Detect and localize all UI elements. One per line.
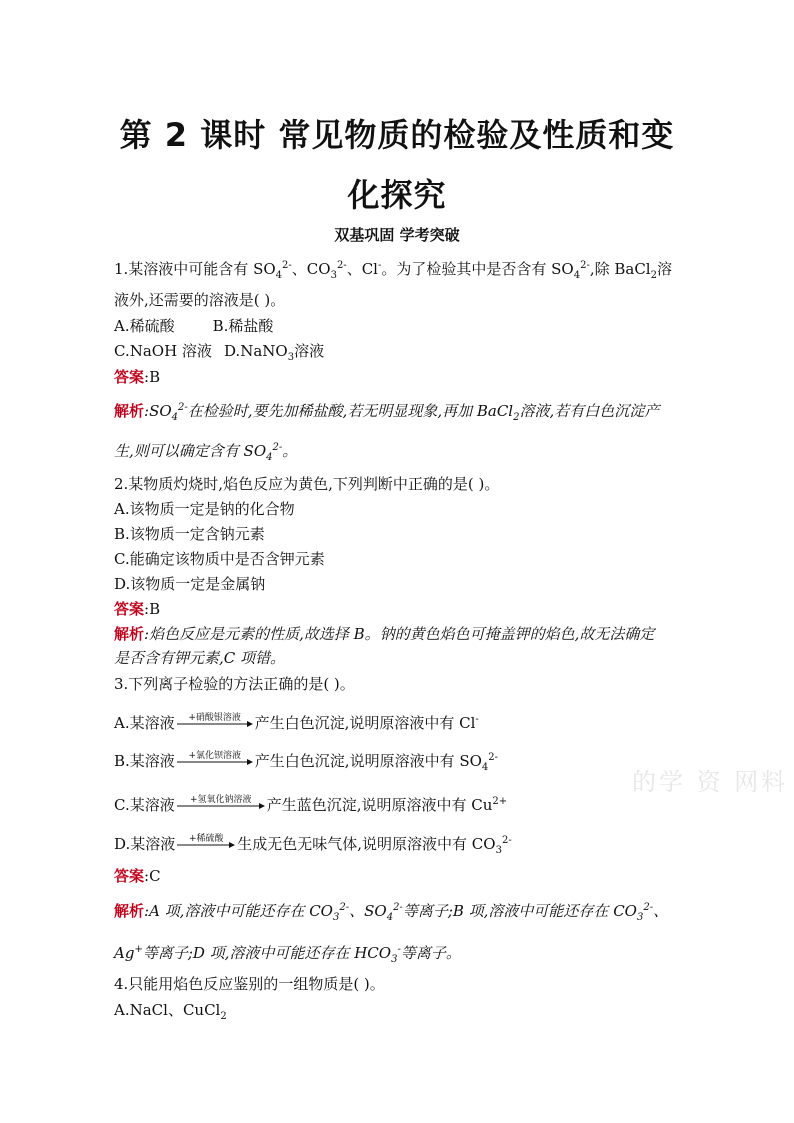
option-b: B.稀盐酸 [212,317,274,335]
answer-label: 答案 [114,867,145,885]
sub: 3 [332,912,340,923]
sup: 2- [336,260,347,271]
q2-option-d: D.该物质一定是金属钠 [114,575,266,593]
q1-answer [114,367,160,387]
sup: 2- [178,402,188,413]
q1-explanation-line-1 [114,398,659,428]
text: 产生白色沉淀,说明原溶液中有 Cl [254,714,476,732]
q3-explanation-line-2 [114,940,461,970]
sub: 2 [220,1011,227,1022]
q3-stem: 3.下列离子检验的方法正确的是( )。 [114,675,355,693]
q2-answer [114,599,160,619]
sub: 4 [386,912,394,923]
sup: 2- [501,835,512,846]
sub: 3 [391,954,398,965]
q2-explanation-line-1 [114,624,654,644]
text: A.NaCl、CuCl [114,1001,221,1019]
reaction-arrow [177,752,253,772]
text: 溶液 [294,342,325,360]
q4-stem: 4.只能用焰色反应鉴别的一组物质是( )。 [114,975,385,993]
sup: 2+ [492,796,508,807]
text: 。为了检验其中是否含有 SO [381,260,574,278]
sub: 3 [330,270,337,281]
sup: 2- [580,260,590,271]
option-c: C.NaOH 溶液 [114,342,212,360]
arrow-icon [177,802,265,810]
sup: 2- [643,902,654,913]
sub: 3 [287,352,295,363]
option-a: A.稀硫酸 [114,317,175,335]
text: C.某溶液 [114,796,175,814]
section-subtitle: 双基巩固 学考突破 [334,226,460,244]
arrow-icon [177,758,253,766]
answer-value: :C [144,867,161,885]
q1-stem-line-1 [114,256,672,286]
text: B.某溶液 [114,752,175,770]
q4-option-a [114,1000,227,1027]
reaction-arrow [177,714,253,734]
text: 生,则可以确定含有 SO [114,442,267,460]
sub: 4 [266,452,273,463]
q1-options-row-1 [114,316,273,336]
reagent-label: +硝酸银溶液 [188,713,241,723]
text: D.某溶液 [114,835,176,853]
text: 溶液,若有白色沉淀产 [519,402,660,420]
q3-answer [114,866,161,886]
text: A.某溶液 [114,714,175,732]
text: 、SO [349,902,387,920]
answer-label: 答案 [114,600,145,618]
sup: 2- [488,752,499,763]
text: :A 项,溶液中可能还存在 CO [144,902,333,920]
sub: 4 [573,270,581,281]
text: 等离子。 [400,944,461,962]
sup: 2- [339,902,350,913]
text: 溶 [656,260,672,278]
text: 。 [282,442,298,460]
text: 产生白色沉淀,说明原溶液中有 SO [254,752,482,770]
reaction-arrow [177,796,265,816]
sup: 2- [393,902,403,913]
sub: 3 [636,912,644,923]
q1-stem-line-2: 液外,还需要的溶液是( )。 [114,291,286,309]
text: Ag [114,944,135,962]
text: ,除 BaCl [589,260,651,278]
answer-value: :B [144,368,161,386]
reagent-label: +氯化钡溶液 [188,751,242,761]
answer-value: :B [144,600,161,618]
explanation-label: 解析 [114,625,145,643]
q3-option-c [114,792,507,816]
sub: 3 [495,845,502,856]
sup: - [397,944,401,955]
q2-option-a: A.该物质一定是钠的化合物 [114,500,295,518]
option-d: D.NaNO [223,342,288,360]
page-title-line-2: 化探究 [347,176,447,214]
text: 1.某溶液中可能含有 SO [114,260,276,278]
text: 、CO [291,260,331,278]
text: 生成无色无味气体,说明原溶液中有 CO [237,835,496,853]
text: 等离子;B 项,溶液中可能还存在 CO [402,902,637,920]
q3-option-b [114,748,498,778]
sub: 4 [171,412,179,423]
q3-option-d [114,831,512,861]
q1-explanation-line-2 [114,438,297,468]
sup: - [377,260,382,271]
q1-options-row-2 [114,341,324,368]
arrow-icon [177,720,253,728]
q3-option-a [114,710,479,734]
sub: 2 [650,270,657,281]
q2-option-b: B.该物质一定含钠元素 [114,525,265,543]
sup: 2- [272,442,283,453]
sub: 2 [513,412,520,423]
text: :焰色反应是元素的性质,故选择 B。钠的黄色焰色可掩盖钾的焰色,故无法确定 [144,625,655,643]
answer-label: 答案 [114,368,145,386]
sub: 4 [481,762,489,773]
watermark: 的学 资 网料 [632,768,789,796]
explanation-label: 解析 [114,402,145,420]
text: 在检验时,要先加稀盐酸,若无明显现象,再加 BaCl [187,402,514,420]
text: 产生蓝色沉淀,说明原溶液中有 Cu [266,796,493,814]
text: 等离子;D 项,溶液中可能还存在 HCO [142,944,392,962]
sub: 4 [275,270,283,281]
explanation-label: 解析 [114,902,145,920]
q3-explanation-line-1 [114,898,668,928]
text: 、Cl [346,260,378,278]
reaction-arrow [177,835,235,855]
page-title-line-1: 第 2 课时 常见物质的检验及性质和变 [119,116,675,154]
q2-explanation-line-2: 是否含有钾元素,C 项错。 [114,649,286,667]
sup: + [134,944,143,955]
arrow-icon [177,841,235,849]
reagent-label: +稀硫酸 [188,834,224,844]
q2-option-c: C.能确定该物质中是否含钾元素 [114,550,325,568]
reagent-label: +氢氧化钠溶液 [189,795,252,805]
sup: - [475,714,479,725]
sup: 2- [282,260,292,271]
text: 、 [653,902,669,920]
q2-stem: 2.某物质灼烧时,焰色反应为黄色,下列判断中正确的是( )。 [114,475,500,493]
text: :SO [144,402,172,420]
